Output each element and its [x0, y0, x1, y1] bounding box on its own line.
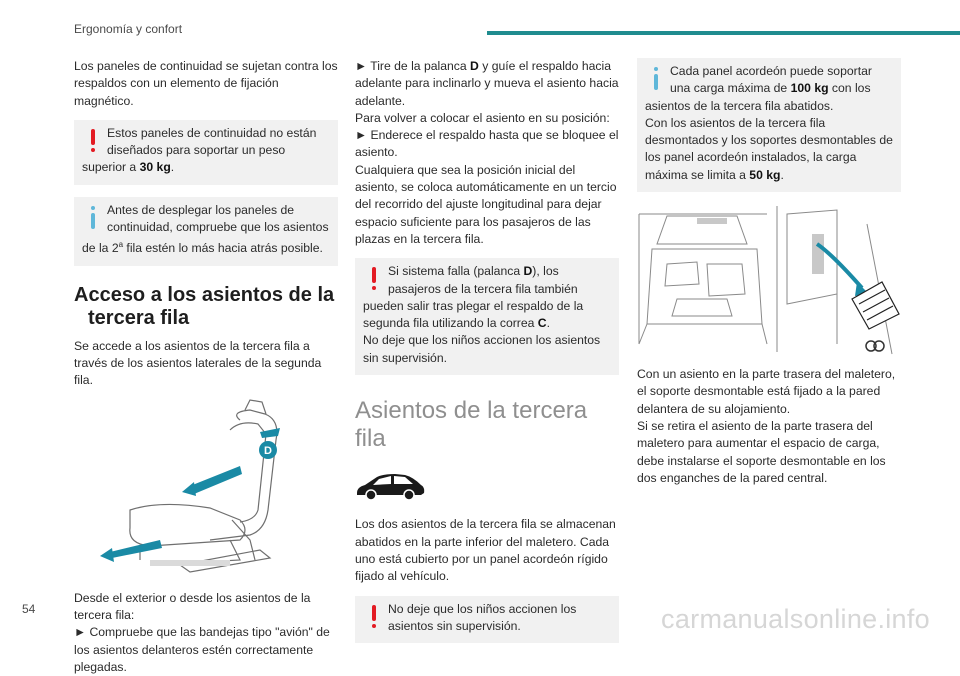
return-paragraph: Para volver a colocar el asiento en su posición: [355, 110, 610, 125]
car-silhouette-icon [355, 471, 425, 501]
warning-note: No deje que los niños accionen los asientos sin supervisión. [355, 596, 619, 644]
position-paragraph: Cualquiera que sea la posición inicial del asiento, se coloca automáticamente en un tercio del recorrido del ajuste longitudinal para dejar espacio suficiente para los pasajeros de las plazas en la tercera fila. [355, 162, 617, 246]
info-note: Antes de desplegar los paneles de continuidad, compruebe que los asientos de la 2$^a$ fila estén lo más hacia atrás posible. [74, 197, 338, 266]
section-heading: Acceso a los asientos de la tercera fila [74, 283, 335, 329]
info-icon [645, 63, 665, 93]
column-left [74, 58, 338, 676]
exterior-paragraph: Desde el exterior o desde los asientos de la tercera fila: [74, 590, 311, 622]
info-note: Cada panel acordeón puede soportar una carga máxima de 100 kg con los asientos de la tercera fila abatidos. Con los asientos de la tercera fila desmontados y los soportes desmontables de los panel acordeón instalados, la carga máxima se limita a 50 kg. [637, 58, 901, 192]
column-right [637, 58, 901, 487]
seat-lever-label: D [264, 444, 272, 457]
info-icon [82, 202, 102, 232]
storage-paragraph: Los dos asientos de la tercera fila se almacenan abatidos en la parte inferior del maletero. Cada uno está cubierto por un panel acordeón rígido fijado al vehículo. [355, 517, 616, 584]
intro-paragraph: Los paneles de continuidad se sujetan contra los respaldos con un elemento de fijación magnético. [74, 59, 338, 108]
check-tray-paragraph: ► Compruebe que las bandejas tipo "avión" de los asientos delanteros estén correctamente plegadas. [74, 625, 330, 674]
header-title: Ergonomía y confort [74, 22, 183, 36]
section-subtitle: Asientos de la tercera fila [355, 397, 588, 453]
warning-note: Estos paneles de continuidad no están diseñados para soportar un peso superior a 30 kg. [74, 120, 338, 185]
watermark: carmanualsonline.info [661, 604, 930, 634]
page-number: 54 [22, 602, 36, 616]
warning-exclamation-icon [363, 263, 383, 293]
seat-illustration [90, 400, 330, 580]
trunk-illustration [637, 204, 901, 354]
support-paragraph: Con un asiento en la parte trasera del maletero, el soporte desmontable está fijado a la pared delantera de su alojamiento. [637, 367, 896, 416]
removal-paragraph: Si se retira el asiento de la parte trasera del maletero para aumentar el espacio de carga, debe instalarse el soporte desmontable en los dos enganches de la pared central. [637, 418, 886, 485]
lever-paragraph: ► Tire de la palanca D y guíe el respaldo hacia adelante para inclinarlo y mueva el asiento hacia adelante. [355, 59, 619, 108]
access-paragraph: Se accede a los asientos de la tercera fila a través de los asientos laterales de la segunda fila. [74, 338, 322, 388]
warning-exclamation-icon [82, 125, 102, 155]
warning-exclamation-icon [363, 601, 383, 631]
straighten-paragraph: ► Enderece el respaldo hasta que se bloquee el asiento. [355, 128, 619, 160]
warning-note: Si sistema falla (palanca D), los pasajeros de la tercera fila también pueden salir tras plegar el respaldo de la segunda fila utilizando la correa C. No deje que los niños accionen los asientos sin supervisión. [355, 258, 619, 375]
column-middle [355, 58, 619, 655]
header-accent-bar [487, 31, 960, 35]
